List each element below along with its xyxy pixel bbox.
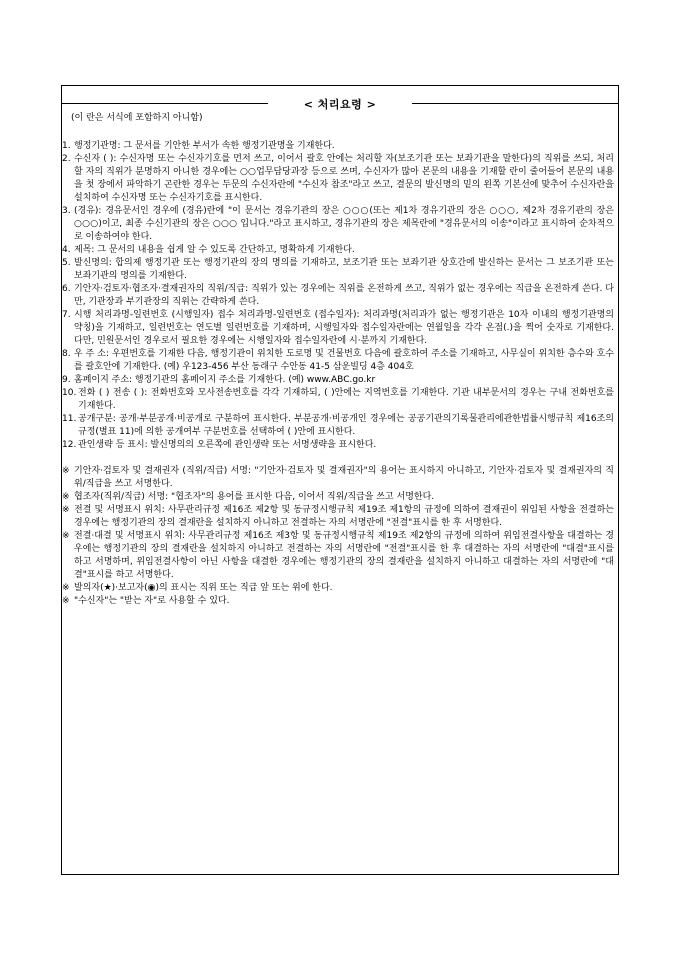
instructions-content: [62, 112, 614, 608]
item-text: 발신명의: 합의제 행정기관 또는 행정기관의 장의 명의를 기재하고, 보조기관 또는 보좌기관 상호간에 발신하는 문서는 그 보조기관 또는 보좌기관의 명의를 기재한다.: [74, 258, 614, 281]
instruction-item: [62, 244, 614, 257]
instruction-item: [62, 387, 614, 413]
remark-text: 전결·대결 및 서명표시 위치: 사무관리규정 제16조 제3항 및 동규정시행규칙 제19조 제2항의 규정에 의하여 위임전결사항을 대결하는 경우에는 행정기관의 장의 결재란을 설치하지 아니하고 전결하는 자의 서명란에 "전결"표시를 한 후 대결하는 자의 서명란에 "대결"표시를 하고 서명하며, 위임전결사항이 아닌 사항을 대결한 경우에는 행정기관의 장의 결재란을 설치하지 아니하고 대결하는 자의 서명란에 "대결"표시를 하고 서명한다.: [74, 531, 614, 580]
instruction-list: [62, 140, 614, 452]
spacer: [62, 452, 614, 465]
item-text: 우 주 소: 우편번호를 기재한 다음, 행정기관이 위치한 도로명 및 건물번호 다음에 괄호하여 주소를 기재하고, 사무실이 위치한 층수와 호수를 괄호안에 기재한다. (예) 우123-456 부산 동래구 수안동 41-5 삼운빌딩 4층 404호: [74, 349, 614, 372]
section-title: < 처리요령 >: [303, 98, 377, 111]
item-number: 4.: [62, 245, 71, 255]
item-number: 2.: [62, 154, 71, 164]
item-text: 제목: 그 문서의 내용을 쉽게 알 수 있도록 간단하고, 명확하게 기재한다.: [74, 245, 355, 255]
item-number: 11.: [62, 414, 77, 424]
item-text: 관인생략 등 표시: 발신명의의 오른쪽에 관인생략 또는 서명생략을 표시한다.: [78, 440, 377, 450]
instruction-item: [62, 413, 614, 439]
item-number: 6.: [62, 284, 71, 294]
reference-mark: ※: [62, 505, 70, 515]
item-number: 12.: [62, 440, 77, 450]
reference-mark: ※: [62, 596, 70, 606]
item-number: 5.: [62, 258, 71, 268]
item-number: 9.: [62, 375, 71, 385]
item-text: 전화 ( ) 전송 ( ): 전화번호와 모사전송번호를 각각 기재하되, ( )안에는 지역번호를 기재한다. 기관 내부문서의 경우는 구내 전화번호를 기재한다.: [78, 388, 614, 411]
remark-item: [62, 595, 614, 608]
remark-item: [62, 582, 614, 595]
item-number: 3.: [62, 206, 71, 216]
remark-text: 기안자·검토자 및 결재권자 (직위/직급) 서명: "기안자·검토자 및 결재권자"의 용어는 표시하지 아니하고, 기안자·검토자 및 결재권자의 직위/직급을 쓰고 서명한다.: [74, 466, 614, 489]
title-divider-right: [412, 103, 618, 104]
instruction-item: [62, 257, 614, 283]
title-row: [62, 96, 618, 112]
instruction-item: [62, 205, 614, 244]
remark-item: [62, 504, 614, 530]
item-text: 행정기관명: 그 문서를 기안한 부서가 속한 행정기관명을 기재한다.: [74, 141, 335, 151]
remark-text: 발의자(★)·보고자(◉)의 표시는 직위 또는 직급 앞 또는 위에 한다.: [74, 583, 333, 593]
form-note: (이 란은 서식에 포함하지 아니함): [71, 113, 203, 123]
item-number: 8.: [62, 349, 71, 359]
instruction-item: [62, 439, 614, 452]
item-text: 수신자 ( ): 수신자명 또는 수신자기호를 먼저 쓰고, 이어서 괄호 안에는 처리할 자(보조기관 또는 보좌기관을 말한다)의 직위를 쓰되, 처리할 자의 직위가 분명하지 아니한 경우에는 ○○업무담당과장 등으로 쓰며, 수신자가 많아 본문의 내용을 기재할 란이 줄어들어 본문의 내용을 첫 장에서 파악하기 곤란한 경우는 두문의 수신자란에 "수신자 참조"라고 쓰고, 결문의 발신명의 밑의 왼쪽 기본선에 맞추어 수신자란을 설치하여 수신자명 또는 수신자기호를 표시한다.: [74, 154, 614, 203]
instruction-item: [62, 348, 614, 374]
instruction-item: [62, 309, 614, 348]
reference-mark: ※: [62, 583, 70, 593]
instructions-box: [61, 85, 619, 875]
item-number: 10.: [62, 388, 77, 398]
instruction-item: [62, 153, 614, 205]
reference-mark: ※: [62, 492, 70, 502]
item-text: 시행 처리과명-일련번호 (시행일자) 접수 처리과명-일련번호 (접수일자): 처리과명(처리과가 없는 행정기관은 10자 이내의 행정기관명의 약칭)을 기재하고, 일련번호는 연도별 일련번호를 기재하며, 시행일자와 접수일자란에는 연월일을 각각 온점(.)을 찍어 숫자로 기재한다. 다만, 민원문서인 경우로서 필요한 경우에는 시행일자와 접수일자란에 시·분까지 기재한다.: [74, 310, 614, 346]
item-text: 공개구분: 공개·부분공개·비공개로 구분하여 표시한다. 부분공개·비공개인 경우에는 공공기관의기록물관리에관한법률시행규칙 제16조의 규정(별표 11)에 의한 공개여부 구분번호를 선택하여 ( )안에 표시한다.: [78, 414, 614, 437]
remark-text: "수신자"는 "받는 자"로 사용할 수 있다.: [74, 596, 230, 606]
item-text: (경유): 경유문서인 경우에 (경유)란에 "이 문서는 경유기관의 장은 ○○○(또는 제1차 경유기관의 장은 ○○○, 제2차 경유기관의 장은 ○○○)이고, 최종 수신기관의 장은 ○○○ 입니다."라고 표시하고, 경유기관의 장은 제목란에 "경유문서의 이송"이라고 표시하여 순차적으로 이송하여야 한다.: [74, 206, 614, 242]
remarks-list: [62, 465, 614, 608]
remark-text: 전결 및 서명표시 위치: 사무관리규정 제16조 제2항 및 동규정시행규칙 제19조 제1항의 규정에 의하여 결재권이 위임된 사항을 전결하는 경우에는 행정기관의 장의 결재란을 설치하지 아니하고 전결하는 자의 서명란에 "전결"표시를 한 후 서명한다.: [74, 505, 614, 528]
item-text: 홈페이지 주소: 행정기관의 홈페이지 주소를 기재한다. (예) www.ABC.go.kr: [74, 375, 376, 385]
remark-item: [62, 465, 614, 491]
instruction-item: [62, 374, 614, 387]
remark-item: [62, 491, 614, 504]
instruction-item: [62, 283, 614, 309]
remark-text: 협조자(직위/직급) 서명: "협조자"의 용어를 표시한 다음, 이어서 직위/직급을 쓰고 서명한다.: [74, 492, 435, 502]
instruction-item: [62, 140, 614, 153]
remark-item: [62, 530, 614, 582]
reference-mark: ※: [62, 466, 70, 476]
item-number: 1.: [62, 141, 71, 151]
item-number: 7.: [62, 310, 71, 320]
reference-mark: ※: [62, 531, 70, 541]
item-text: 기안자·검토자·협조자·결재권자의 직위/직급: 직위가 있는 경우에는 직위를 온전하게 쓰고, 직위가 없는 경우에는 직급을 온전하게 쓴다. 다만, 기관장과 부기관장의 직위는 간략하게 쓴다.: [74, 284, 614, 307]
